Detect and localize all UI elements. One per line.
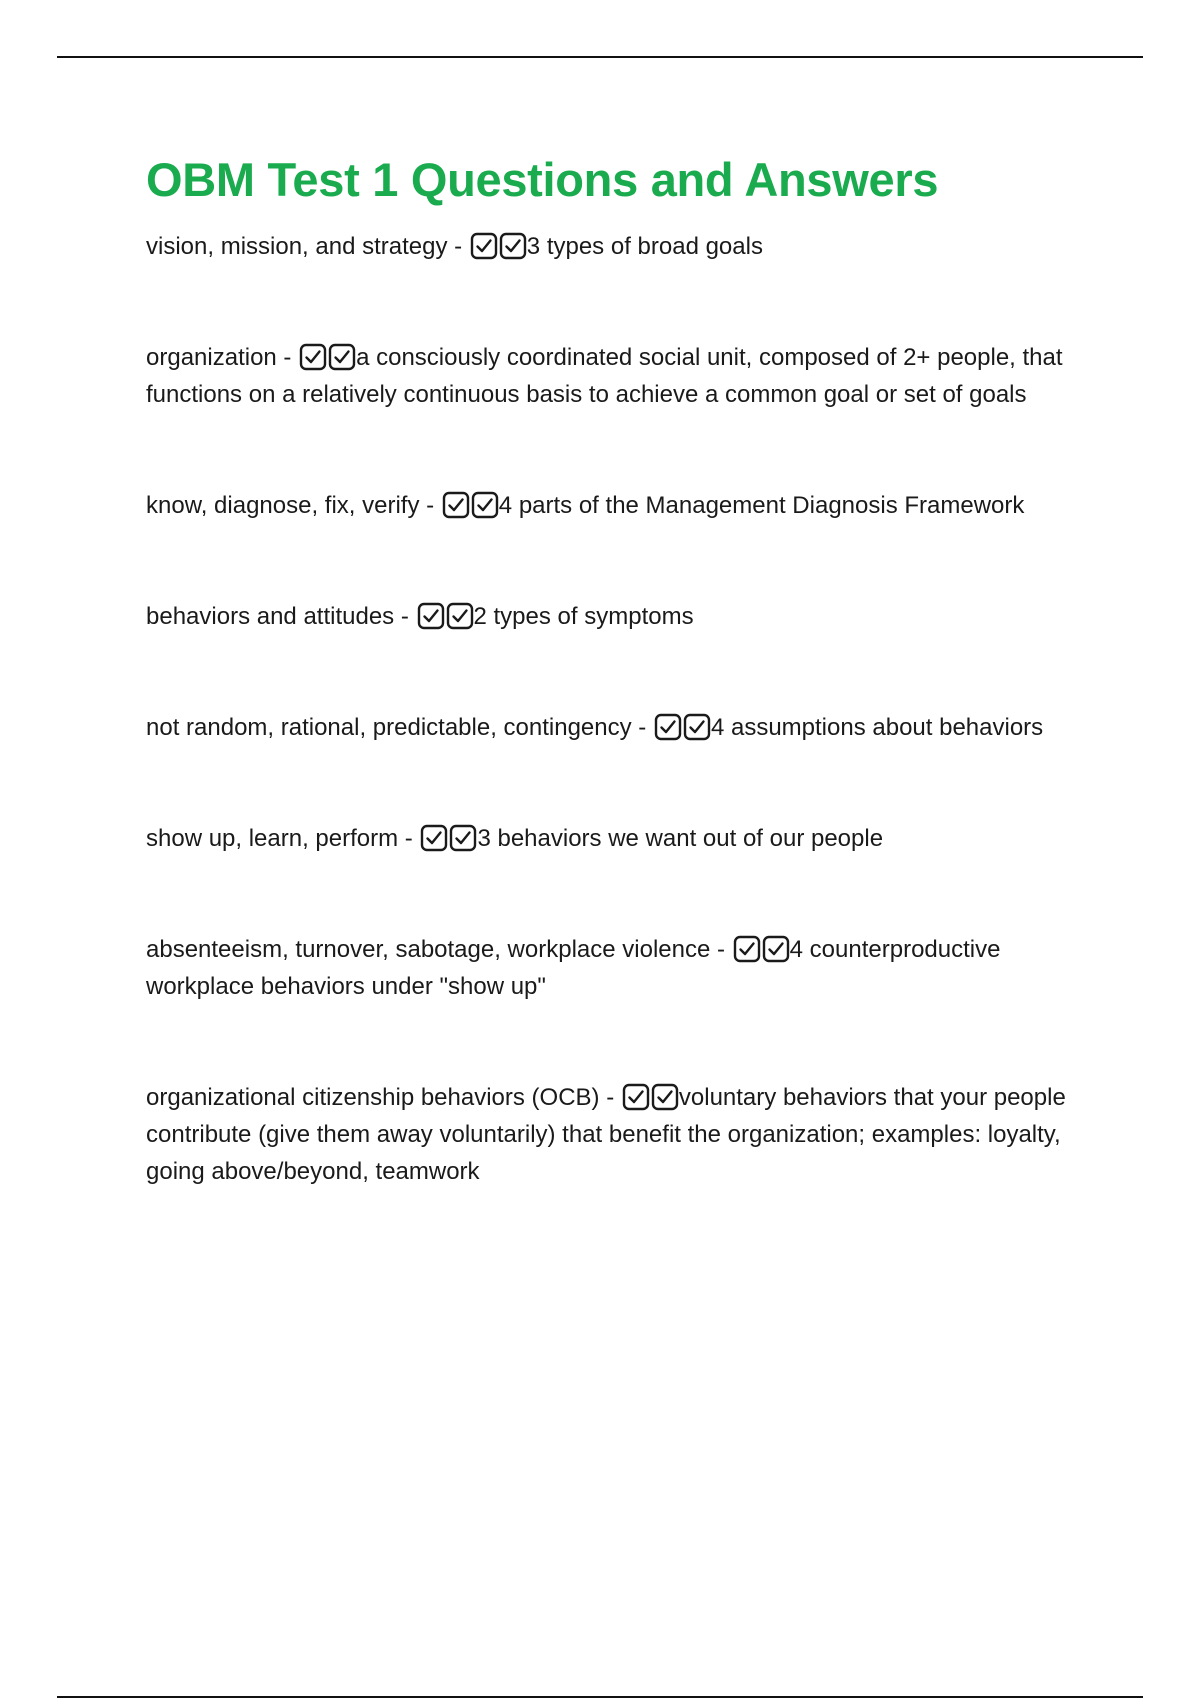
qa-list [146,228,1076,1190]
qa-term: know, diagnose, fix, verify [146,492,420,519]
qa-term: organizational citizenship behaviors (OCB) [146,1084,600,1111]
checkbox-checked-icon [733,935,761,963]
qa-entry [146,487,1076,524]
qa-separator: - [710,936,732,963]
qa-entry [146,931,1076,1005]
qa-separator: - [419,492,441,519]
qa-answer: 4 parts of the Management Diagnosis Framework [498,492,1025,519]
qa-term: not random, rational, predictable, contingency [146,714,632,741]
checkbox-checked-icon [651,1083,679,1111]
qa-answer: 4 counterproductive workplace behaviors under "show up" [146,936,1001,1000]
checkbox-checked-icon [622,1083,650,1111]
qa-separator: - [631,714,653,741]
checkbox-checked-icon [762,935,790,963]
qa-entry [146,339,1076,413]
checkbox-checked-icon [683,713,711,741]
entry-spacer [146,413,1076,487]
qa-separator: - [447,233,469,260]
qa-term: show up, learn, perform [146,825,399,852]
document-title: OBM Test 1 Questions and Answers [146,153,939,206]
top-rule [57,56,1143,58]
bottom-rule [57,1696,1143,1698]
qa-entry [146,228,1076,265]
qa-entry [146,1079,1076,1190]
qa-separator: - [276,344,299,371]
checkbox-checked-icon [654,713,682,741]
entry-spacer [146,265,1076,339]
qa-entry [146,598,1076,635]
qa-answer: voluntary behaviors that your people contribute (give them away voluntarily) that benefit the organization; examples: loyalty, going above/beyond, teamwork [146,1084,1066,1185]
qa-term: absenteeism, turnover, sabotage, workplace violence [146,936,711,963]
entry-spacer [146,635,1076,709]
qa-entry [146,709,1076,746]
entry-spacer [146,746,1076,820]
qa-separator: - [599,1084,621,1111]
checkbox-checked-icon [470,232,498,260]
checkbox-checked-icon [417,602,445,630]
checkbox-checked-icon [471,491,499,519]
qa-entry [146,820,1076,857]
qa-term: vision, mission, and strategy [146,233,448,260]
entry-spacer [146,1005,1076,1079]
qa-answer: 2 types of symptoms [473,603,694,630]
checkbox-checked-icon [446,602,474,630]
qa-answer: 3 types of broad goals [526,233,763,260]
checkbox-checked-icon [499,232,527,260]
checkbox-checked-icon [328,343,356,371]
qa-term: behaviors and attitudes [146,603,395,630]
checkbox-checked-icon [420,824,448,852]
qa-answer: 3 behaviors we want out of our people [477,825,884,852]
entry-spacer [146,524,1076,598]
document-body [146,150,1076,1190]
checkbox-checked-icon [442,491,470,519]
checkbox-checked-icon [299,343,327,371]
qa-answer: 4 assumptions about behaviors [710,714,1044,741]
qa-term: organization [146,344,277,371]
qa-answer: a consciously coordinated social unit, composed of 2+ people, that functions on a relatively continuous basis to achieve a common goal or set of goals [146,344,1063,408]
checkbox-checked-icon [449,824,477,852]
qa-separator: - [398,825,420,852]
qa-separator: - [394,603,416,630]
entry-spacer [146,857,1076,931]
